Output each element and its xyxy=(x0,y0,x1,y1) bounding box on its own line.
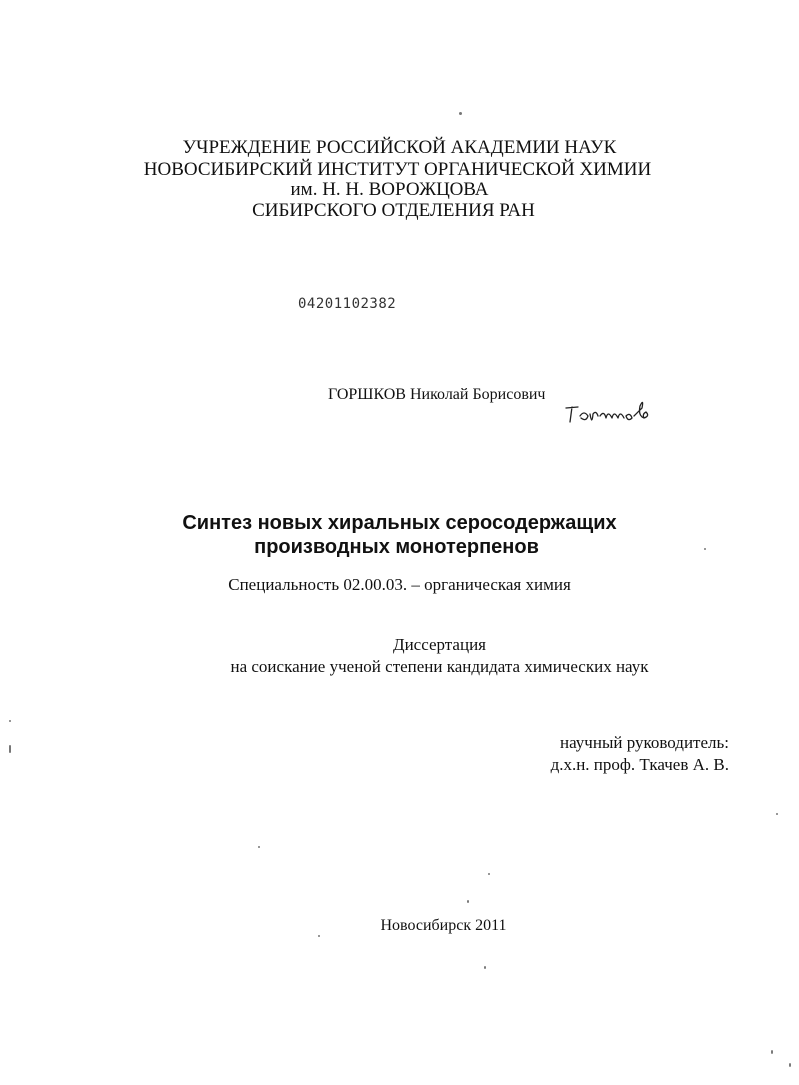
scan-speck xyxy=(488,873,490,875)
institution-line-3: им. Н. Н. ВОРОЖЦОВА xyxy=(290,179,489,200)
specialty: Специальность 02.00.03. – органическая химия xyxy=(228,575,571,594)
institution-line-1: УЧРЕЖДЕНИЕ РОССИЙСКОЙ АКАДЕМИИ НАУК xyxy=(182,137,617,158)
scan-speck xyxy=(318,935,320,937)
scan-speck xyxy=(258,846,260,848)
dissertation-title-line-1: Синтез новых хиральных серосодержащих xyxy=(182,512,617,534)
catalog-number: 04201102382 xyxy=(298,296,397,312)
scan-speck xyxy=(771,1050,773,1054)
scan-speck xyxy=(776,813,778,815)
place-and-year: Новосибирск 2011 xyxy=(380,917,507,934)
scan-speck xyxy=(9,745,11,753)
author-signature xyxy=(562,396,657,430)
supervisor-label: научный руководитель: xyxy=(560,733,729,752)
degree-description: на соискание ученой степени кандидата химических наук xyxy=(230,657,649,676)
supervisor-name: д.х.н. проф. Ткачев А. В. xyxy=(550,755,729,774)
scan-speck xyxy=(459,112,462,115)
institution-line-4: СИБИРСКОГО ОТДЕЛЕНИЯ РАН xyxy=(252,200,535,221)
author-name: ГОРШКОВ Николай Борисович xyxy=(328,386,546,403)
dissertation-title-line-2: производных монотерпенов xyxy=(254,536,539,558)
scan-speck xyxy=(704,548,706,550)
institution-line-2: НОВОСИБИРСКИЙ ИНСТИТУТ ОРГАНИЧЕСКОЙ ХИМИИ xyxy=(143,159,652,180)
dissertation-label: Диссертация xyxy=(392,635,486,654)
scan-speck xyxy=(467,900,469,903)
scan-speck xyxy=(789,1063,791,1067)
scan-speck xyxy=(9,720,11,722)
scan-speck xyxy=(484,966,486,969)
